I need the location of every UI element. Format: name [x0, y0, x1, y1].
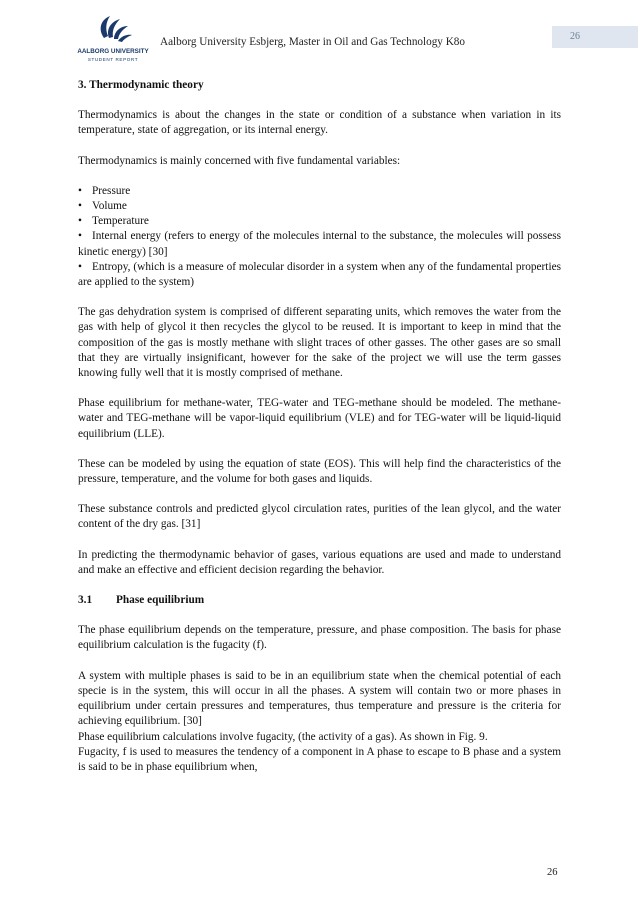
paragraph: Thermodynamics is mainly concerned with five fundamental variables:	[78, 154, 401, 167]
paragraph: These substance controls and predicted glycol circulation rates, purities of the lean glycol, and the water content of the dry gas. [31]	[78, 503, 561, 531]
bullet-list	[78, 184, 561, 290]
logo-text-line1: AALBORG UNIVERSITY	[77, 48, 149, 55]
logo-text-line2: STUDENT REPORT	[87, 57, 139, 62]
bullet-icon: •	[78, 230, 82, 243]
document-body	[78, 78, 561, 775]
list-item: • Internal energy (refers to energy of the molecules internal to the substance, the molecules will possess kinetic energy) [30]	[78, 230, 561, 258]
paragraph: These can be modeled by using the equation of state (EOS). This will help find the characteristics of the pressure, temperature, and the volume for both gases and liquids.	[78, 457, 561, 486]
paragraph: The gas dehydration system is comprised of different separating units, which removes the water from the gas with help of glycol it then recycles the glycol to be reused. It is important to keep in mind that the composition of the gas is mostly methane with slight traces of other gasses. The other gases are so small that they are virtually insignificant, however for the sake of the project we will use the term gasses knowing fully well that it is mostly comprised of methane.	[78, 306, 561, 380]
subsection-number: 3.1	[78, 594, 93, 607]
paragraph: Phase equilibrium calculations involve fugacity, (the activity of a gas). As shown in Fig. 9.	[78, 730, 488, 743]
section-heading: 3. Thermodynamic theory	[78, 79, 204, 91]
bullet-icon: •	[78, 184, 82, 197]
aalborg-university-logo	[68, 14, 158, 66]
paragraph: A system with multiple phases is said to be in an equilibrium state when the chemical potential of each specie is in the system, this will occur in all the phases. A system will contain two or more phases in equilibrium under certain pressures and temperatures, thus temperature and pressure is the criteria for achieving equilibrium. [30]	[78, 669, 561, 728]
page-tab-number: 26	[570, 31, 580, 42]
paragraph: Thermodynamics is about the changes in the state or condition of a substance when variation in its temperature, state of aggregation, or its internal energy.	[78, 109, 561, 137]
bullet-icon: •	[78, 200, 82, 213]
list-item: • Volume	[78, 199, 561, 214]
bullet-icon: •	[78, 260, 82, 273]
subsection-heading	[78, 593, 561, 608]
list-item: • Entropy, (which is a measure of molecular disorder in a system when any of the fundamental properties are applied to the system)	[78, 260, 561, 289]
paragraph: Phase equilibrium for methane-water, TEG-water and TEG-methane should be modeled. The methane-water and TEG-methane will be vapor-liquid equilibrium (VLE) and for TEG-water will be liquid-liquid equilibrium (LLE).	[78, 397, 561, 440]
paragraph: Fugacity, f is used to measures the tendency of a component in A phase to escape to B phase and a system is said to be in phase equilibrium when,	[78, 745, 561, 773]
paragraph: The phase equilibrium depends on the temperature, pressure, and phase composition. The basis for phase equilibrium calculation is the fugacity (f).	[78, 624, 561, 652]
list-item: • Pressure	[78, 184, 561, 199]
list-item: • Temperature	[78, 214, 561, 229]
subsection-title: Phase equilibrium	[116, 594, 205, 607]
header-title: Aalborg University Esbjerg, Master in Oil and Gas Technology K8o	[160, 36, 465, 48]
paragraph: In predicting the thermodynamic behavior of gases, various equations are used and made to understand and make an effective and efficient decision regarding the behavior.	[78, 548, 561, 576]
page-number-tab	[552, 26, 638, 48]
bullet-icon: •	[78, 215, 82, 228]
footer-page-number: 26	[547, 867, 558, 878]
